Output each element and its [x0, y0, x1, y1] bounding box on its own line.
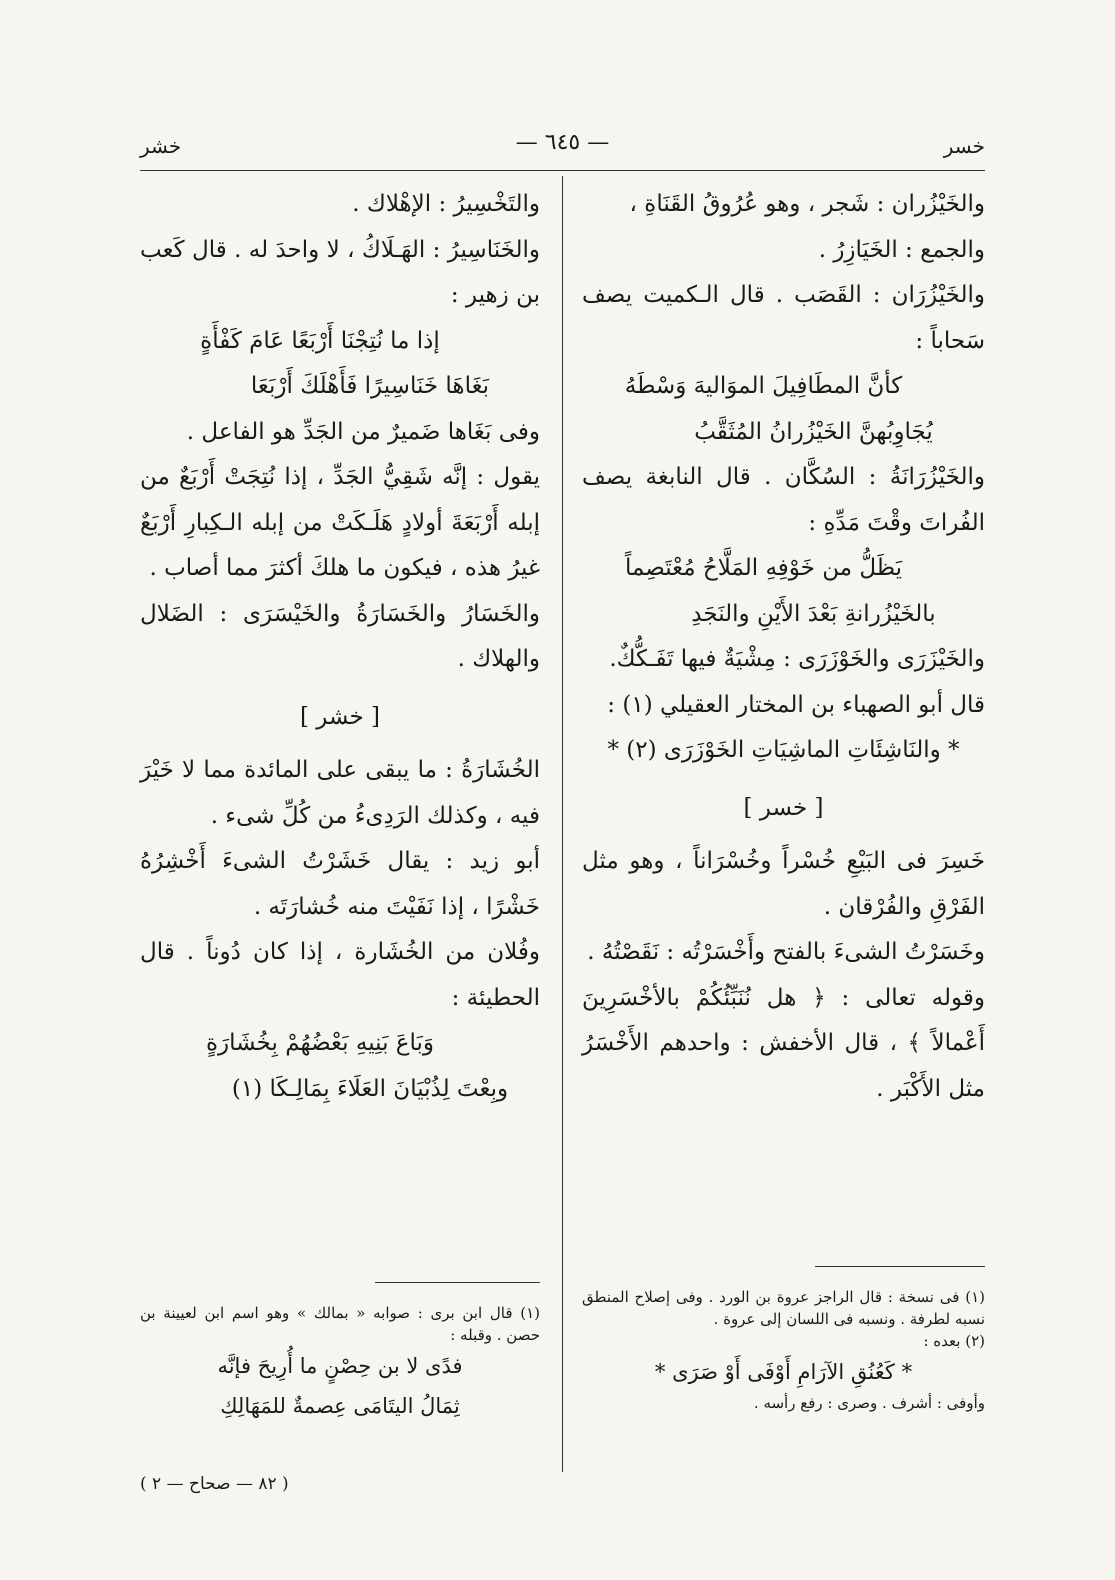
footnote-verse: ثِمَالُ اليتَامَى عِصمةٌ للمَهَالِكِ [220, 1394, 460, 1418]
left-column [140, 182, 540, 1112]
entry-line: وفى بَغَاها ضَميرٌ من الجَدِّ هو الفاعل . [186, 418, 540, 445]
header-rule [140, 170, 985, 171]
right-column [582, 182, 985, 1112]
header-root-left: خشر [140, 134, 182, 158]
footnote-rule-right [815, 1266, 985, 1267]
footnote-text: (٢) بعده : [923, 1332, 985, 1350]
footnote-rule-left [375, 1282, 540, 1283]
entry-line: والخَسَارُ والخَسَارَةُ والخَيْسَرَى : الضَلال والهلاك . [140, 600, 540, 672]
section-heading-khshr: [ خشر ] [300, 703, 380, 730]
footnotes-right [582, 1286, 985, 1414]
poem-verse: وبِعْتَ لِذُبْيَانَ العَلَاءَ بِمَالِـكَا (١) [231, 1075, 509, 1102]
entry-line: وخَسَرْتُ الشىءَ بالفتح وأَخْسَرْتُه : نَقَصْتُهُ . [587, 939, 985, 965]
entry-line: والخَنَاسِيرُ : الهَـلَاكُ ، لا واحدَ له . قال كَعب بن زهير : [140, 236, 540, 308]
entry-line: وقوله تعالى : ﴿ هل نُنَبِّئُكُمْ بالأخْسَرِينَ أَعْمالاً ﴾ ، قال الأخفش : واحدهم الأَخْسَرُ مثل الأَكْبَر . [582, 984, 985, 1102]
poem-verse: كأنَّ المطَافِيلَ الموَاليهَ وَسْطَهُ [624, 373, 903, 399]
poem-verse: يَظَلُّ من خَوْفِهِ المَلَّاحُ مُعْتَصِماً [624, 555, 903, 581]
entry-line: والتَخْسِيرُ : الإهْلاك . [352, 191, 540, 217]
footnote-verse: فدًى لا بن حِصْنٍ ما أُرِيحَ فإنَّه [217, 1354, 463, 1378]
poem-verse: بَغَاهَا خَنَاسِيرًا فَأَهْلَكَ أَرْبَعَا [250, 373, 490, 399]
footnote-verse: * كَعُنُقِ الآرَامِ أَوْفَى أَوْ صَرَى * [654, 1360, 913, 1384]
entry-line: أبو زيد : يقال خَشَرْتُ الشىءَ أَخْشِرُهُ خَشْرًا ، إذا نَفَيْتَ منه خُشارَتَه . [140, 848, 540, 920]
footnote-text: وأوفى : أشرف . وصرى : رفع رأسه . [753, 1394, 985, 1412]
poem-verse: إذا ما نُتِجْنَا أَرْبَعًا عَامَ كَفْأَةٍ [200, 327, 440, 354]
footnote-text: (١) فى نسخة : قال الراجز عروة بن الورد . وفى إصلاح المنطق نسبه لطرفة . ونسبه فى اللسان إلى عروة . [582, 1288, 985, 1328]
entry-line: والخَيْزُرَانَةُ : السُكَّان . قال النابغة يصف الفُراتَ وقْتَ مَدِّهِ : [582, 464, 985, 536]
poem-verse: يُجَاوِبُهنَّ الخَيْزُرانُ المُثَقَّبُ [694, 418, 933, 445]
footnotes-left [140, 1302, 540, 1426]
footnote-text: (١) قال ابن برى : صوابه « بمالك » وهو اسم ابن لعيينة بن حصن . وقبله : [140, 1304, 540, 1344]
poem-verse: وَبَاعَ بَنِيهِ بَعْضُهُمْ بِخُشَارَةٍ [205, 1030, 435, 1056]
page-number: — ٦٤٥ — [515, 130, 610, 155]
column-divider [562, 176, 563, 1472]
entry-line: والجمع : الخَيَازِرُ . [818, 236, 985, 263]
entry-line: والخَيْزُران : شَجر ، وهو عُرُوقُ القَنَاةِ ، [629, 191, 985, 217]
poem-verse: بالخَيْزُرانةِ بَعْدَ الأَيْنِ والنَجَدِ [691, 600, 936, 627]
entry-line: يقول : إنَّه شَقِيُّ الجَدِّ ، إذا نُتِجَتْ أَرْبَعٌ من إبله أَرْبَعَةَ أولادٍ هَلَـكَتْ من إبله الـكِبارِ أَرْبَعٌ غيرُ هذه ، فيكون ما هلكَ أكثرَ مما أصاب . [140, 464, 540, 581]
entry-line: خَسِرَ فى البَيْعِ خُسْراً وخُسْرَاناً ، وهو مثل الفَرْقِ والفُرْقان . [582, 848, 985, 920]
rajaz-verse: * والنَاشِئَاتِ الماشِيَاتِ الخَوْزَرَى (٢) * [607, 737, 960, 763]
printer-signature: ( ٨٢ — صحاح — ٢ ) [140, 1474, 289, 1494]
page-header [140, 130, 985, 166]
section-heading-khsr: [ خسر ] [743, 794, 824, 821]
entry-line: والخَيْزَرَى والخَوْزَرَى : مِشْيَةٌ فيها تَفَـكُّكٌ. [609, 646, 985, 672]
header-root-right: خسر [943, 134, 985, 158]
entry-line: وفُلان من الخُشَارة ، إذا كان دُوناً . قال الحطيئة : [140, 939, 540, 1011]
entry-line: الخُشَارَةُ : ما يبقى على المائدة مما لا خَيْرَ فيه ، وكذلك الرَدِىءُ من كُلِّ شىء . [140, 757, 540, 829]
entry-line: قال أبو الصهباء بن المختار العقيلي (١) : [607, 691, 985, 718]
entry-line: والخَيْزُرَان : القَصَب . قال الـكميت يصف سَحاباً : [582, 282, 985, 354]
